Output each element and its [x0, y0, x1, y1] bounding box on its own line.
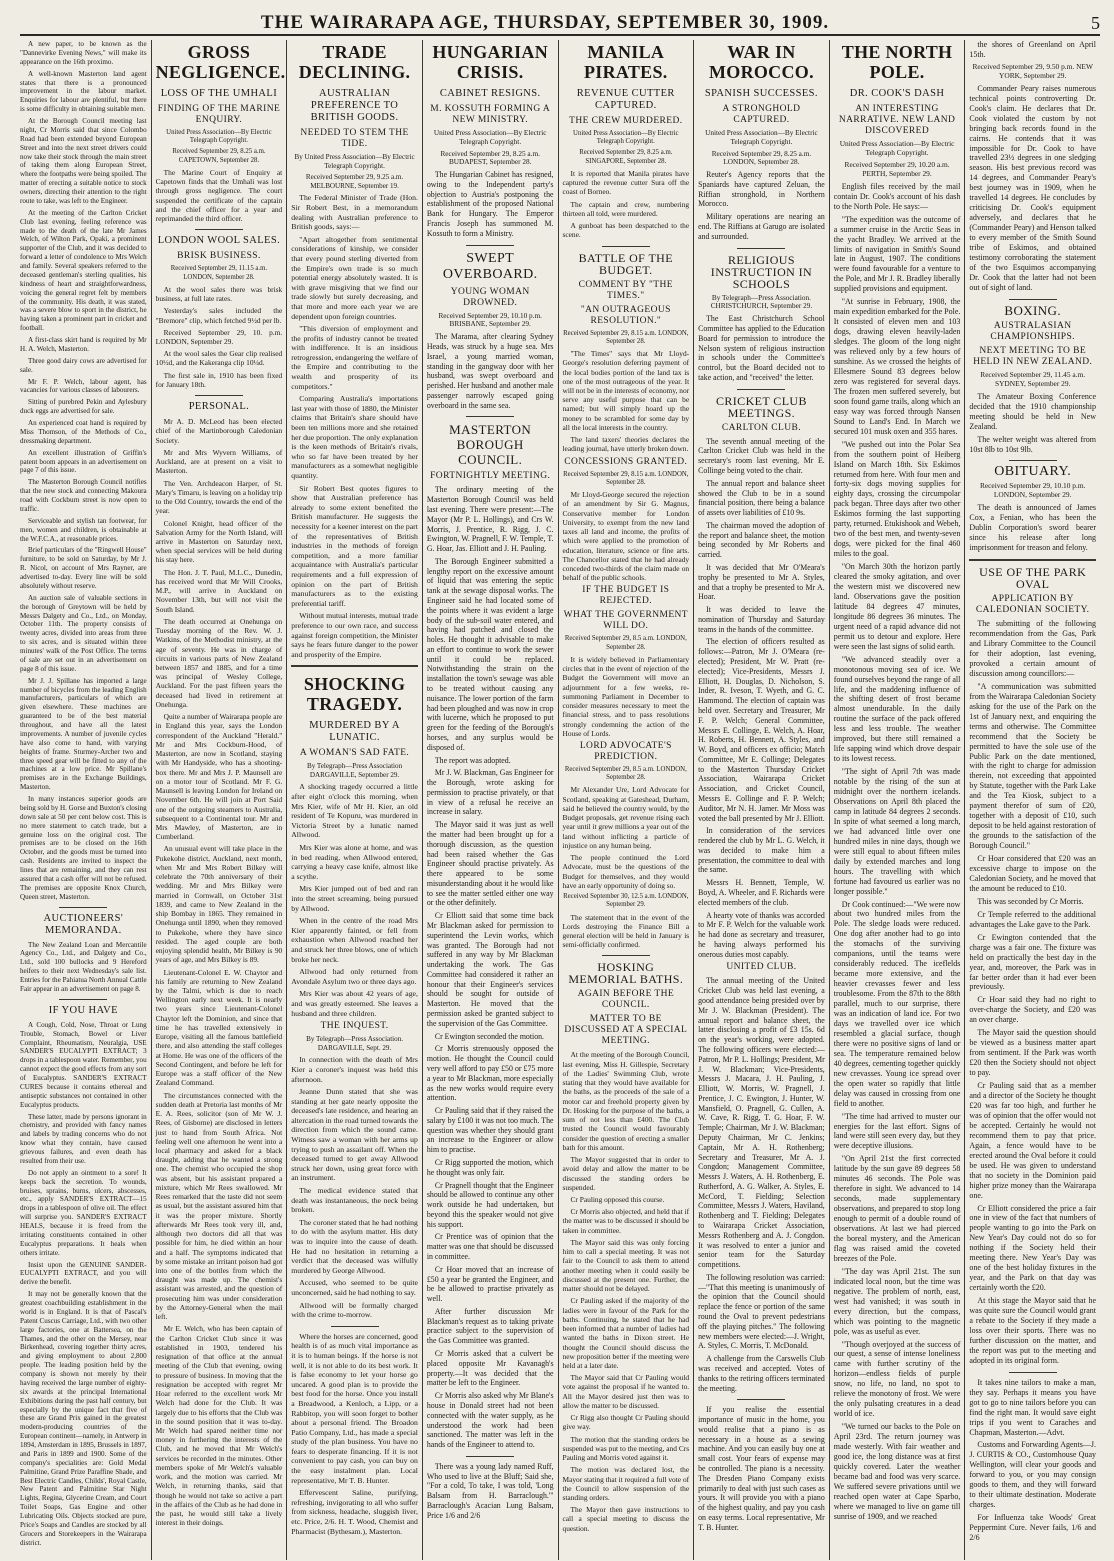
paragraph: "A communication was submitted from the Wairarapa Caledonian Society asking for the use of the Park on the 1st of January next, and enquiring the terms and otherwise. The Committee recommend that the Society be permitted to have the sole use of the Public Park on the date mentioned, with the right to charge for admission therein, not exceeding that appointed by Statute, together with the Park Lake and the Tea Kiosk, subject to a payment therefor of sum of £20, together with a deposit of £10, such deposit to be held against restoration of the grounds to the satisfaction of the Borough Council.": [969, 681, 1096, 851]
paragraph: Three good dairy cows are advertised for sale.: [20, 356, 147, 374]
dateline: Received September 29, 8.15 a.m. LONDON, September 28.: [563, 329, 689, 345]
auctioneers-text: The New Zealand Loan and Mercantile Agency Co., Ltd., and Dalgety and Co., Ltd., sold 100 bullocks and 9 Hereford heifers to their next Wednesday's sale list. Entries for the Pahiatua North Annual Cattle Fair appear in an advertisement on page 8.: [20, 940, 147, 993]
paragraph: The land taxers' theories declares the leading journal, have utterly broken down.: [562, 435, 690, 454]
paragraph: At the wool sales there was brisk business, at full late rates.: [155, 284, 283, 304]
headline: BOXING.: [1004, 302, 1061, 318]
headline: BATTLE OF THE BUDGET.: [578, 250, 673, 277]
article-body: The statement that in the event of the Lords destroying the Finance Bill a general election will be held in January is semi-officially confirmed.: [562, 912, 690, 950]
article-body: [291, 193, 418, 659]
paragraph: "On March 30th the horizon partly cleared the smoky agitation, and over the western mist we discovered new land. Observations gave the position latitude 84 degrees 47 minutes, longitude 86 degrees 36 minutes. The urgent need of a rapid advance did not permit us to detour and explore. Here were seen the last signs of solid earth.: [833, 562, 961, 651]
paragraph: A well-known Masterton land agent states that there is a pronounced improvement in the labour market. Enquiries for labour are plentiful, but there is some difficulty in obtaining suitable men.: [20, 69, 147, 114]
paragraph: The Borough Engineer submitted a lengthy report on the excessive amount of liquid that was entering the septic tank at the sewage disposal works. The Engineer said he had located some of the points where it was evident a large body of the sub-soil water entered, and having had patched and closed the holes. He thought it advisable to make an effort to continue to work the sewer until it could be replaced. Notwithstanding the strain on the installation the town's sewage was able to be treated without causing any nuisance. The lower portion of the farm had been ploughed and was now in crop with lucerne, which he proposed to put green for the feeding of the Borough's horses, and any surplus would be disposed of.: [426, 556, 554, 752]
paragraph: A challenge from the Carswells Club was received and accepted. Votes of thanks to the retiring officers terminated the meeting.: [698, 1354, 825, 1393]
paragraph: The Mayor said the question should be viewed as a business matter apart from sentiment. If the Park was worth £20 then the Society should not object to pay.: [969, 1028, 1096, 1078]
article-park-oval: [969, 566, 1096, 1366]
paragraph: English files received by the mail contain Dr. Cook's account of his dash to the North Pole. He says:—: [833, 181, 961, 211]
paragraph: Military operations are nearing an end. The Riffians at Garugo are isolated and surrounded.: [698, 212, 825, 241]
paragraph: Mr and Mrs Wyvern Williams, of Auckland, are at present on a visit to Masterton.: [155, 447, 283, 476]
dateline: Received September 29, 11.15 a.m. LONDON, September 28.: [170, 265, 268, 281]
dateline: Received September 29, 8.25 a.m. BUDAPEST, September 28.: [440, 149, 540, 167]
column-8: [964, 40, 1100, 1560]
article-body: The death is announced of James Cox, a Fenian, who has been the Dublin Corporation's sword bearer since his release after long imprisonment for treason and felony.: [969, 503, 1096, 553]
paragraph: The Hon. J. T. Paul, M.L.C., Dunedin, has received word that Mr Will Crooks, M.P., will arrive in Auckland on November 13th, but will not visit the South Island.: [155, 567, 283, 614]
advert-text: Customs and Forwarding Agents—J. J. CURTIS & CO., Customhouse Quay Wellington, will clear your goods and forward to you, or you may consign goods to them, and they will forward to their ultimate destination. Moderate charges.: [969, 1440, 1096, 1510]
paragraph: Yesterday's sales included the "Bremore" clip, which fetched 9½d per lb.: [155, 306, 283, 325]
paragraph: Received September 29, 10. p.m. LONDON, September 29.: [155, 327, 283, 346]
article-body: [156, 417, 283, 1527]
dateline: By Telegraph—Press Association. CHRISTCHURCH, September 29.: [710, 293, 813, 311]
paragraph: Mr F. P. Welch, labour agent, has vacancies for various classes of labourers.: [20, 377, 147, 395]
paragraph: A hearty vote of thanks was accorded to Mr F. P. Welch for the valuable work he had done as secretary and treasurer, he having always performed his onerous duties most capably.: [698, 910, 825, 959]
article-body: [427, 485, 554, 1449]
article-cricket-meetings: [698, 395, 825, 1394]
paragraph: A shocking tragedy occurred a little after eight o'clock this morning, when Mrs Kier, wife of Mr H. Kier, an old resident of Te Kopuru, was murdered in Victoria Street by a lunatic named Allwood.: [291, 782, 418, 840]
subheadline: UNITED CLUB.: [726, 962, 797, 973]
headline: GROSS NEGLIGENCE.: [155, 42, 286, 82]
paragraph: "We advanced steadily over a monotonous moving sea of ice. We found ourselves beyond the range of all life, and the maddening influence of the shifting desert of frost became almost unendurable. In the daily routine the surface of the pack offered less and less trouble. The weather improved, but there still remained a life sapping wind which drove despair to its lowest recess.: [833, 654, 961, 764]
paragraph: The medical evidence stated that death was instantaneous, the neck being broken.: [291, 1186, 418, 1215]
article-body: Commander Peary raises numerous technical points controverting Dr. Cook's claim. He declares that Dr. Cook violated the custom by not bringing back records found in the cairns. He contends that it was impossible for Dr. Cook to have travelled 23½ degrees in one sledging season. His best previous record was 14 degrees, and Commander Peary's best journey was in 1909, when he travelled 14 degrees. He concludes by criticising Dr. Cook's equipment adversely, and declares that he (Commander Peary) and Henson talked to every member of the Smith Sound tribe of Eskimos, and obtained testimony corroborating the statement of the two Esquimos accompanying Dr. Cook that the latter had not been out of sight of land.: [969, 83, 1097, 292]
paragraph: "Though overjoyed at the success of our quest, a sense of intense loneliness came with further scrutiny of the horizon—endless fields of purple snow, no life, no land, no spot to relieve the monotony of frost. We were the only pulsating creatures in a dead world of ice.: [833, 1339, 961, 1419]
paragraph: Cr Hoar said they had no right to over-charge the Society, and £20 was an over charge.: [969, 995, 1096, 1025]
dateline: Received September 29, 9.50 p.m. NEW YORK, September 29.: [972, 61, 1093, 80]
subheadline: A WOMAN'S SAD FATE.: [299, 748, 410, 759]
subheadline: APPLICATION BY CALEDONIAN SOCIETY.: [975, 594, 1090, 616]
paragraph: It may not be generally known that the greatest coachbuilding establishment in the world is in England. It is that of Pascal's Patent Cuscus Carriage, Ltd., with two other large factories, one at Battersea, on the Thames, and the other on the Mersey, near Birkenhead, covering together thirty acres, and giving employment to about 2,800 people. The leading position held by the company is shown not merely by their having received the large number of eighty-six awards at the principal International Exhibitions during the past half century, but especially by the unique fact that five of these are Grand Prix gained in the greatest modern-producing countries of the European continent—namely, in Antwerp in 1894, Amsterdam in 1895, Brussels in 1897, and Paris in 1899 and 1900. Some of the company's specialities are: Gold Medal Palmitine, Grand Prize Paraffine Shade, and Best Electric Candles, Childs', Royal Castle, New Patent and Palmitine Star Night Lights, Regina, Glycerine Cream, and Court Toilet Soaps, Gas Engine and other Lubricating Oils. Objects stocked are pure, Price's Soaps and Candles are stocked by all Grocers and Storekeepers in the Wairarapa district.: [20, 1290, 147, 1547]
article-boxing: [969, 302, 1096, 455]
paragraph: The Amateur Boxing Conference decided that the 1910 championship meeting should be held in New Zealand.: [969, 391, 1096, 431]
subheadline: "AN OUTRAGEOUS RESOLUTION.": [580, 304, 671, 326]
subheadline: CONCESSIONS GRANTED.: [564, 456, 688, 467]
paragraph: At the meeting of the Borough Council, last evening, Miss H. Gillespie, Secretary of the Ladies' Swimming Club, wrote stating that they would have available for the baths, as the proceeds of the sale of a motor car and freehold property given by Dr. Hosking for the purpose of the baths, a sum of not less than £400. The Club trusted the Council would favourably consider the question of erecting a smaller bath for this amount.: [562, 1050, 690, 1152]
subheadline: NEEDED TO STEM THE TIDE.: [300, 128, 409, 149]
page-number: 5: [1091, 13, 1100, 33]
headline: SWEPT OVERBOARD.: [442, 250, 538, 282]
paragraph: Cr Rigg also thought Cr Pauling should give way.: [562, 1413, 690, 1432]
advert-text: For Influenza take Woods' Great Peppermint Cure. Never fails, 1/6 and 2/6: [969, 1513, 1096, 1543]
subheadline: AUSTRALASIAN CHAMPIONSHIPS.: [990, 320, 1075, 342]
paragraph: At the Borough Council meeting last night, Cr Morris said that since Colombo Road had been extended beyond European Street and into the next street drivers could now take their stock through the main street of taking them along European Street, where the footpaths were being spoiled. The matter of erecting a suitable notice to stock owners, directing their attention to the right route to take, was left to the Engineer.: [20, 117, 147, 205]
article-body: the shores of Greenland on April 15th.: [969, 40, 1096, 59]
paragraph: Sir Robert Best quotes figures to show that Australian preference has already to some extent benefited the British manufacturer. He suggests the necessity for a keener interest on the part of the representatives of British industries in the methods of foreign competition, and a more familiar acquaintance with Australia's particular requirements and a full expression of opinion on the part of British manufacturers as to the existing preferential tariff.: [291, 483, 418, 608]
article-body: [291, 1055, 418, 1319]
paragraph: Cr Prentice was of opinion that the matter was one that should be discussed in committee.: [426, 1232, 554, 1261]
advert-text: There was a young lady named Ruff, Who used to live at the Bluff; Said she, "For a cold, To take, I was told, 'Long Balsam from H. Barraclough.'" Barraclough's Acacian Lung Balsam, Price 1/6 and 2/6: [426, 1461, 554, 1520]
article-trade-declining: [291, 40, 418, 659]
article-north-pole: [834, 40, 961, 1522]
headline: TRADE DECLINING.: [298, 42, 411, 82]
paragraph: Cr Rigg supported the motion, which he thought was only fair.: [426, 1157, 554, 1177]
advert-text: It takes nine tailors to make a man, they say. Perhaps it means you have got to go to nine tailors before you can find the right man. It would save eight trips if you went to Caraches and Chapman, Masterton.—Advt.: [969, 1377, 1096, 1437]
masthead: [20, 8, 1100, 36]
paragraph: The Mayor said it was just as well the matter had been brought up for a thorough discussion, as the question had been raised whether the Gas Engineer should practise privately. As there appeared to be some misunderstanding about it he would like to see the matter settled either one way or the other definitely.: [426, 820, 554, 908]
paragraph: Messrs H. Bennett, Temple, W. Boyd, A. Wheeler, and F. Richards were elected members of the club.: [698, 878, 825, 907]
dateline: Received September 29, 8.15 a.m. LONDON, September 28.: [563, 470, 689, 486]
paragraph: Without mutual interests, mutual trade preference to our own race, and success against foreign competition, the Minister says he fears future danger to the power and prosperity of the Empire.: [291, 611, 418, 659]
dateline: Received September 29, 11.45 a.m. SYDNEY, September 29.: [980, 369, 1086, 388]
advert-text: If you realise the essential importance of music in the home, you would realise that a piano is as necessary in a house as a sewing machine. And you can easily buy one at small cost. Your fears of expense may be controlled. The piano is a necessity. The Dresden Piano Company exists primarily to deal with just such cases as yours. It will provide you with a piano of the highest quality, and pay you cash on easy terms. Local representative, Mr T. B. Hunter.: [698, 1405, 825, 1532]
article-body: [291, 782, 418, 1018]
paragraph: The following resolution was carried:—"That this meeting is unanimously of the opinion that the Council should replace the fence or portion of the same round the Oval to prevent pedestrians off the playing pitches." The following new members were elected:—J. Wright, A. Styles, C. Morris, T. McDonald.: [698, 1272, 825, 1351]
article-body: [563, 169, 690, 240]
paragraph: Mr E. Welch, who has been captain of the Carlton Cricket Club since it was established in 1903, tendered his resignation of that office at the annual meeting of the Club that evening, owing to pressure of business. In moving that the resignation be accepted with regret Mr Hoar referred to the excellent work Mr Welch had done for the Club. It was largely due to his efforts that the Club was in the sound position that it was to-day. Mr Welch had spared neither time nor money in furthering the interests of the Club, and he moved that Mr Welch's services be recorded in the minutes. Other members spoke of Mr Welch's valuable work, and the motion was carried. Mr Welch, in returning thanks, said that though he would not take so active a part in the affairs of the Club as he had done in the past, he would still take a lively interest in their doings.: [155, 1324, 283, 1528]
paragraph: Cr Morris also objected, and held that if the matter was to be discussed it should be taken in committee.: [562, 1207, 690, 1235]
advert-heading: IF YOU HAVE: [48, 1004, 118, 1016]
paragraph: The seventh annual meeting of the Carlton Cricket Club was held in the secretary's room last evening, Mr E. Collinge being voted to the chair.: [698, 436, 825, 475]
paragraph: A first-class skirt hand is required by Mr H. A. Welch, Masterton.: [20, 336, 147, 353]
paragraph: The first sale in, 1910 has been fixed for January 18th.: [155, 370, 283, 389]
headline: HUNGARIAN CRISIS.: [432, 42, 549, 82]
column-6: [693, 40, 829, 1560]
article-borough-council: [427, 422, 554, 1449]
article-body: The Marama, after clearing Sydney Heads, was struck by a huge sea. Mrs Israel, a young married woman, standing in the gangway door with her husband, was swept overboard and perished. Her husband and another male passenger narrowly escaped going overboard in the same sea.: [426, 332, 554, 410]
paragraph: The welter weight was altered from 10st 8lb to 10st 9lb.: [969, 434, 1096, 454]
paragraph: Cr Hoar considered that £20 was an excessive charge to impose on the Caledonian Society, and he moved that the amount be reduced to £10.: [969, 854, 1096, 893]
paragraph: Mr J. W. Blackman, Gas Engineer for the Borough, wrote asking for permission to practise privately, or that in view of a refusal he receive an increase in salary.: [426, 768, 554, 817]
article-body: [969, 392, 1096, 455]
column-7: [829, 40, 965, 1560]
headline: PERSONAL.: [188, 401, 250, 413]
paragraph: After further discussion Mr Blackman's request as to taking private practice subject to the supervision of the Gas Committee was granted.: [426, 1306, 554, 1346]
article-body: It is widely believed in Parliamentary circles that in the event of rejection of the Budget the Government will move an adjournment for a few weeks, re-summoning Parliament in December to consider measures necessary to meet the financial stress, and to pass resolutions strongly condemning the action of the House of Lords.: [562, 654, 690, 738]
paragraph: When in the centre of the road Mrs Kier apparently fainted, or fell from exhaustion when Allwood reached her and struck her three blows, one of which broke her neck.: [291, 916, 418, 964]
headline: MASTERTON BOROUGH COUNCIL.: [449, 422, 532, 468]
paragraph: Cr Pragnell thought that the Engineer should be allowed to continue any other work outside he had undertaken, but beyond this the speaker would not give his support.: [426, 1180, 554, 1229]
paragraph: "At sunrise in February, 1908, the main expedition embarked for the Pole. It consisted of eleven men and 103 dogs, drawing eleven heavily-laden sledges. The gloom of the long night was relieved only by a few hours of sunshine. As we crossed the heights of Ellesmere Sound 83 degrees below zero was registered for several days. The frozen men suffered severely, but soon found game trails, along which an easy way was forced through Nansen Sound to Land's End. In March we secured 101 musk oxen and 355 hares.: [833, 297, 961, 436]
advert-text: Where the horses are concerned, good health is of as much vital importance as it is to human beings. If the horse is not well, it is not able to do its best work. It is false economy to let your horse go uncared. A good plan is to provide the best food for the horse. Once you install a Breadwood, a Kenloch, a Lipp, or a Rabbitop, you will soon forget to bother about a personal friend. The Broadon Patio Company, Ltd., has made a special study of the plan business. You have no fears to desperate financing. If it is not convenient to pay cash, you can buy on the easy instalment plan. Local representative, Mr T. B. Hunter.: [291, 1331, 418, 1485]
article-gross-negligence: [155, 40, 286, 224]
paragraph: An experienced coat hand is required by Miss Thomson, of the Methods of Co., dressmaking department.: [20, 419, 147, 445]
subheadline: AGAIN BEFORE THE COUNCIL.: [577, 989, 675, 1011]
paragraph: It was decided to leave the nomination of Thursday and Saturday teams in the hands of the committee.: [698, 605, 825, 634]
paragraph: Colonel Knight, head officer of the Salvation Army for the North Island, will arrive in Masterton on Saturday next, when special services will be held during his stay here.: [155, 518, 283, 565]
dateline: Received September 29, 8.25 a.m. LONDON, September 28.: [711, 149, 812, 167]
paragraph: Cr Elliott said that some time back Mr Blackman asked for permission to superintend the Levin works, which was granted. The Borough had not suffered in any way by Mr Blackman undertaking the work. The Gas Committee had considered it rather an honour that their Engineer's services should be sought for outside of Masterton. He moved that the permission asked be granted subject to the supervision of the Gas Committee.: [426, 911, 554, 1028]
paragraph: The submitting of the following recommendation from the Gas, Park and Library Committee to the Council for their adoption, last evening, provoked a certain amount of discussion among councillors:—: [969, 619, 1096, 678]
article-body: The Hungarian Cabinet has resigned, owing to the Independent party's objection to Austria's postponing the establishment of the proposed National Bank for Hungary. The Emperor Francis Joseph has summoned M. Kossuth to form a Ministry.: [426, 170, 554, 238]
paragraph: A gunboat has been despatched to the scene.: [562, 221, 690, 240]
paragraph: Mr A. D. McLeod has been elected chief of the Martinborough Caledonian Society.: [155, 417, 283, 445]
dateline: Received September 29, 8.25 a.m. SINGAPORE, September 28.: [579, 149, 673, 165]
subheadline: AN INTERESTING NARRATIVE. NEW LAND DISCOVERED: [838, 104, 956, 136]
wire-credit: United Press Association—By Electric Telegraph Copyright.: [433, 129, 547, 146]
article-battle-of-budget: [563, 252, 690, 950]
paragraph: In many instances superior goods are being sold by H. Gorse and Buxton's closing down sale at 50 per cent below cost. This is no mere statement to catch trade, but a genuine loss on the original cost. The premises are to be closed on the 16th October, and the goods must be turned into cash. Residents are invited to inspect the lines that are remaining, and they can rest assured that a cash offer will not be refused. The premises are opposite Knox Church, Queen street, Masterton.: [20, 795, 147, 901]
paragraph: Cr Hoar moved that an increase of £50 a year be granted the Engineer, and be be allowed to practise privately as well.: [426, 1264, 554, 1304]
dateline: Received September 29, 10.10 p.m. LONDON, September 29.: [979, 481, 1086, 500]
subheadline: MURDERED BY A LUNATIC.: [309, 720, 400, 744]
paragraph: Mrs Kier was alone at home, and was in bed reading, when Allwood entered, carrying a heavy case knife, almost like a scythe.: [291, 843, 418, 881]
paragraph: A Cough, Cold, Nose, Throat or Lung Trouble, Stomach, Bowel or Liver Complaint, Rheumatism, Neuralgia, USE SANDER'S EUCALYPTI EXTRACT; 3 drops in a tablespoon water. Remember, you cannot expect the good effects from any sort of Eucalyptus. SANDER'S EXTRACT CURES because it contains ethereal and antiseptic substances not contained in other Eucalyptus products.: [20, 1020, 147, 1109]
paragraph: "We turned our backs to the Pole on April 23rd. The return journey was made westerly. With fair weather and good ice, the long distance was at first quickly covered. Later the weather became bad and food was very scarce. We suffered severe privations until we reached open water at Cape Sparbo, where we managed to live on game till sunrise of 1909, and we reached: [833, 1422, 961, 1521]
paragraph: Cr Pauling said that as a member and a director of the Society he thought £20 was far too high, and further he was of opinion that the offer would not be accepted. Certainly he would not recommend them to pay that price. Again, a fence would have to be erected around the Oval before it could be used. He was given to understand that no society in the Dominion paid higher prize money than the Wairarapa one.: [969, 1081, 1096, 1200]
paragraph: Cr Ewington contended that the charge was a fair one. The fixture was held on practically the best day in the year, and, moreover, the Park was in far better order than it had ever been previously.: [969, 932, 1096, 992]
paragraph: Allwood will be formally charged with the crime to-morrow.: [291, 1300, 418, 1320]
headline: RELIGIOUS INSTRUCTION IN SCHOOLS: [710, 252, 813, 291]
masthead-title: THE WAIRARAPA AGE, THURSDAY, SEPTEMBER 30, 1909.: [260, 12, 830, 33]
subheadline: A STRONGHOLD CAPTURED.: [722, 104, 801, 125]
wire-credit: United Press Association—By Electric Telegraph Copyright.: [839, 139, 955, 157]
paragraph: Cr Elliott considered the price a fair one in view of the fact that numbers of people wanting to go into the Park on New Year's Day could not do so for nothing if the Society held their meeting there. New Year's Day was one of the best holiday fixtures in the year, and the Park on that day was certainly worth the £20.: [969, 1203, 1096, 1293]
article-body: [969, 619, 1096, 1366]
paragraph: The Mayor said this was only forcing him to call a special meeting. It was not fair to the Council to ask them to attend another meeting when it could easily be discussed at the present one. Further, the matter should not be delayed.: [562, 1237, 690, 1294]
subheadline: MATTER TO BE DISCUSSED AT A SPECIAL MEETING.: [564, 1014, 688, 1047]
dateline: Received September 29, 10.20 a.m. PERTH, September 29.: [844, 159, 950, 178]
subheadline: FORTNIGHTLY MEETING.: [430, 471, 551, 482]
subheadline: YOUNG WOMAN DROWNED.: [450, 286, 530, 308]
paragraph: Cr Morris asked that a culvert be placed opposite Mr Kavanagh's property.—It was decided that the matter be left to the Engineer.: [426, 1349, 554, 1388]
dateline: By Telegraph—Press Association DARGAVILLE, September 29.: [306, 762, 403, 779]
paragraph: Accused, who seemed to be quite unconcerned, said he had nothing to say.: [291, 1278, 418, 1297]
column-1: [20, 40, 151, 1560]
paragraph: The coroner stated that he had nothing to do with the asylum matter. His duty was to inquire into the cause of death. He had no hesitation in returning a verdict that the deceased was wilfully murdered by George Allwood.: [291, 1217, 418, 1275]
paragraph: The annual report and balance sheet showed the Club to be in a sound financial position, there being a balance of assets over liabilities of £10 9s.: [698, 478, 825, 518]
paragraph: Cr Morris strenuously opposed the motion. He thought the Council could very well afford to pay £50 or £75 more a year to Mr Blackman, more especially as the new works would require every attention.: [426, 1044, 554, 1103]
headline: SHOCKING TRAGEDY.: [303, 674, 406, 715]
paragraph: The circumstances connected with the sudden death at Pretoria last months of Mr E. A. Rees, solicitor (son of Mr W. J. Rees, of Gisborne) are disclosed in letters just to hand from South Africa. Not feeling well one afternoon he went into a local pharmacy and asked for a black draught, adding that he wanted a strong one. The chemist who occupied the shop was absent, but his assistant prepared a mixture, which Mr Rees swallowed. Mr Rees remarked that the taste did not seem as usual, but the assistant assured him that it was the proper mixture. Shortly afterwards Mr Rees took very ill, and, although two doctors did all that was possible for him, he died within an hour and a half. The symptoms indicated that by some mistake an irritant poison had got into one of the bottles from which the draught was made up. The chemist's assistant was arrested, and the question of prosecuting him was under consideration by the Attorney-General when the mail left.: [155, 1090, 283, 1322]
paragraph: The motion that the standing orders be suspended was put to the meeting, and Crs Pauling and Morris voted against it.: [562, 1434, 690, 1463]
paragraph: "Apart altogether from sentimental considerations of kinship, we consider that every pound sterling diverted from the Empire's own trade is so much potential energy absolutely wasted. It is with grave misgiving that we find our trade slowly but surely decreasing, and that more and more each year we are dependent upon foreign countries.: [291, 234, 418, 321]
subheadline: IF THE BUDGET IS REJECTED.: [582, 585, 670, 607]
paragraph: Mrs Kier was about 42 years of age, and was greatly esteemed. She leaves a husband and three children.: [291, 989, 418, 1018]
paragraph: It was decided that Mr O'Meara's trophy be presented to Mr A. Styles, and that a trophy be presented to Mr A. Hoar.: [698, 563, 825, 602]
article-body: [698, 170, 825, 241]
paragraph: The report was adopted.: [434, 755, 511, 765]
paragraph: Cr Ewington seconded the motion.: [434, 1031, 545, 1041]
paragraph: At the wool sales the Gear clip realised 10½d, and the Kakeranga clip 10¼d.: [155, 349, 283, 368]
headline: WAR IN MOROCCO.: [708, 42, 814, 82]
subheadline: LORD ADVOCATE'S PREDICTION.: [579, 741, 672, 763]
local-news-items: [20, 40, 147, 902]
paragraph: The people continued the Lord Advocate, must be the questions of the Budget for themselves, and they would have an early opportunity of doing so.: [562, 853, 690, 890]
paragraph: An excellent illustration of Griffin's patent boom appears in an advertisement on page 7 of this issue.: [20, 448, 147, 475]
dateline: Received September 29, 10.10 p.m. BRISBANE, September 29.: [438, 311, 542, 329]
paragraph: "The day was April 21st. The sun indicated local noon, but the time was negative. The problem of north, east, west had vanished; it was south in every direction, but the compass, which was pointing to the magnetic pole, was as useful as ever.: [833, 1266, 961, 1336]
paragraph: Cr Temple referred to the additional advantages the Lake gave to the Park.: [969, 909, 1096, 929]
article-body: [698, 437, 825, 960]
dateline: Received September 30, 12.5 a.m. LONDON, September 29.: [563, 893, 689, 909]
headline: THE NORTH POLE.: [841, 42, 953, 82]
paragraph: The annual meeting of the United Cricket Club was held last evening, a good attendance being presided over by Mr J. W. Blackman (President). The annual report and balance sheet, the latter disclosing a profit of £3 15s. 6d on the year's working, were adopted. The following officers were elected:—Patron, Mr P. L. Hollings; President, Mr J. W. Blackman; Vice-Presidents, Messrs J. Macara, J. H. Pauling, J. Elliott, W. Morris, W. Pragnell, J. Prentice, J. C. Ewington, J. Hunter, W. Mansfield, O. Pragnell, G. Cullen, A. W. Cave, R. Rigg, T. G. Hoar, F. W. Temple; Chairman, Mr J. W. Blackman; Deputy Chairman, Mr C. Jenkins; Captain, Mr A. H. Rothenberg; Secretary and Treasurer, Mr A. J. Congdon; Management Committee, Messrs J. Waters, A. H. Rothenberg, E. Rutherford, A. G. Walker, A. Styles, E. McCord, T. Fielding; Selection Committee, Messrs J. Waters, Haviland, Rothenberg and T. Fielding; Delegates to Wairarapa Cricket Association, Messrs Rothenberg and A. J. Congdon. It was resolved to enter a junior and senior team for the Saturday competitions.: [698, 976, 825, 1270]
paragraph: "On April 21st the first corrected latitude by the sun gave 89 degrees 58 minutes 46 seconds. The Pole was therefore in sight. We advanced to 14 seconds, made supplementary observations, and prepared to stop long enough to permit of a double round of observations. At last we had pierced the boreal mystery, and the American flag was raised amid the coveted breezes of the Pole.: [833, 1154, 961, 1263]
paragraph: Sitting of purebred Pekin and Aylesbury duck eggs are advertised for sale.: [20, 398, 147, 416]
subheadline: COMMENT BY "THE TIMES.": [578, 279, 673, 301]
paragraph: These latter, made by persons ignorant in chemistry, and provided with fancy names and labels by trading concerns who do not know what they contain, have caused grievous failures, and even death has resulted from their use.: [20, 1112, 147, 1165]
subheadline: LOSS OF THE UMHALI: [160, 88, 278, 99]
paragraph: At this stage the Mayor said that he was quite sure the Council would grant a rebate to the Society if they made a loss over their sports. There was no further discussion on the matter, and the report was put to the meeting and adopted in its original form.: [969, 1296, 1096, 1365]
paragraph: It is reported that Manila pirates have captured the revenue cutter Sura off the coast of Borneo.: [562, 168, 690, 197]
paragraph: At the meeting of the Carlton Cricket Club last evening, feeling reference was made to the death of the late Mr James Welch, of Wilton Park, Opaki, a prominent supporter of the Club, and it was decided to forward a letter of condolence to Mrs Welch and family. Several speakers referred to the deceased gentleman's sterling qualities, his kindness of heart and straightforwardness, voicing the general regret felt by members of the community. His death, it was stated, was a severe blow to sport in the district, he having taken a prominent part in cricket and football.: [20, 208, 147, 333]
paragraph: The chairman moved the adoption of the report and balance sheet, the motion being seconded by Mr Roberts and carried.: [698, 520, 825, 560]
paragraph: An auction sale of valuable sections in the borough of Greytown will be held by Messrs Dalgety and Co., Ltd., on Monday, October 11th. The property consists of twenty acres, divided into areas from three to six acres, and is situated within three minutes' walk of the Post Office. The terms of sale are set out in an advertisement on page 8 of this issue.: [20, 593, 147, 673]
paragraph: Cr Pauling opposed this course.: [570, 1194, 665, 1204]
paragraph: The Ven. Archdeacon Harper, of St. Mary's Timaru, is leaving on a holiday trip to the Old Country, towards the end of the year.: [155, 478, 283, 516]
article-swept-overboard: [427, 251, 554, 411]
paragraph: Mr Alexander Ure, Lord Advocate for Scotland, speaking at Gateshead, Durham, said he believed the country would, by the Budget proposals, get revenue rising each year until it grew millions a year out of the land without inflicting a particle of injustice on any human being.: [562, 785, 690, 850]
subheadline: CARLTON CLUB.: [721, 422, 801, 433]
paragraph: Serviceable and stylish tan footwear, for men, women and children, is obtainable at the W.F.C.A., at reasonable prices.: [20, 516, 147, 543]
wire-credit: United Press Association—By Electric Telegraph Copyright.: [166, 129, 272, 145]
column-3: [286, 40, 422, 1560]
paragraph: The death occurred at Onehunga on Tuesday morning of the Rev. W. J. Watkins, of the Methodist ministry, at the age of seventy. He was in charge of circuits in various parts of New Zealand between 1857 and 1885, and for a time was principal of Wesley College, Auckland. For the past fifteen years the deceased had lived in retirement at Onehunga.: [155, 616, 283, 709]
paragraph: "We pushed out into the Polar Sea from the southern point of Heiberg Island on March 18th. Six Eskimos returned from here. With four men and forty-six dogs moving supplies for eighty days, crossing the circumpolar pack began. Three days after two other Eskimos forming the last supporting party, returned. Etukishook and Webeh, two of the best men, and twenty-seven dogs, were picked for the final 460 miles to the goal.: [833, 439, 961, 559]
subheadline: M. KOSSUTH FORMING A NEW MINISTRY.: [430, 104, 551, 125]
article-hungarian-crisis: [427, 40, 554, 239]
paragraph: In connection with the death of Mrs Kier a coroner's inquest was held this afternoon.: [291, 1055, 418, 1084]
subheadline: SPANISH SUCCESSES.: [704, 88, 818, 99]
headline: MANILA PIRATES.: [584, 42, 668, 82]
columns: [20, 40, 1100, 1560]
article-body: Mr Lloyd-George secured the rejection of an amendment by Sir G. Magnus, Conservative member for London University, to exempt from the new land taxes all land and income, the profits of which were applied to the promotion of education, literature, science or fine arts. The Chancellor stated that he had already conceded two-thirds of the claim made on behalf of the public schools.: [562, 490, 690, 583]
article-body: [563, 1050, 690, 1532]
article-north-pole-continued: [969, 40, 1096, 293]
paragraph: Mr J. J. Spillane has imported a large number of bicycles from the leading English manufacturers, particulars of which are given elsewhere. These machines are guaranteed to be of the best material throughout, and have all the latest improvements. A number of juvenile cycles have also come to hand, with varying heights of frame. Sturmey-Archer two and three speed gear will be fitted to any of the machines at a low price. Mr Spillane's premises are in the Exchange Buildings, Masterton.: [20, 676, 147, 792]
advert-text: [20, 1021, 147, 1548]
headline: USE OF THE PARK OVAL: [979, 565, 1087, 592]
wire-credit: United Press Association—By Electric Telegraph Copyright.: [705, 129, 818, 146]
paragraph: Reuter's Agency reports that the Spaniards have captured Zeluan, the Riffian stronghold, in Northern Morocco.: [698, 170, 825, 209]
article-religious-instruction: [698, 254, 825, 383]
paragraph: Insist upon the GENUINE SANDER-EUCALYPTI EXTRACT, and you will derive the benefit.: [20, 1260, 147, 1287]
article-war-in-morocco: [698, 40, 825, 242]
paragraph: Dr Cook continued:—"We were now about two hundred miles from the Pole. The sledge loads were reduced. One dog after another had to go into the stomachs of the surviving companions, until the teams were considerably reduced. The iceflelds became more extensive, and the heavier crevasses fewer and less troublesome. From the 87th to the 88th parallel, much to our surprise, there was an indication of land ice. For two days we travelled over ice which resembled a glacial surface, though there were no positive signs of land or sea. The temperature remained below 40 degrees, cementing together quickly new crevasses. Young ice spread over the open water so rapidly that little delay was caused in crossing from one field to another.: [833, 899, 961, 1108]
column-5: [558, 40, 694, 1560]
headline: HOSKING MEMORIAL BATHS.: [568, 960, 684, 987]
paragraph: Comparing Australia's importations last year with those of 1880, the Minister claims that Britain's share should have been ten millions more and she retained her due proportion. The only explanation is the keen methods of Britain's rivals, who so far have been treated by her manufacturers as a somewhat negligible quantity.: [291, 394, 418, 480]
advert-text: Effervescent Saline, purifying, refreshing, invigorating to all who suffer from sickness, headache, sluggish liver, etc. Price, 2/6. H. T. Wood, Chemist and Pharmacist (Bythesam.), Masterton.: [291, 1488, 418, 1536]
paragraph: Allwood had only returned from Avondale Asylum two or three days ago.: [291, 967, 418, 986]
paragraph: The motion was declared lost, the Mayor stating that it required a full vote of the Council to allow suspension of the standing orders.: [562, 1465, 690, 1503]
article-body: The East Christchurch School Committee has applied to the Education Board for permission to introduce the Nelson system of religious instruction in schools under the Committee's control, but the Board decided not to take action, and "received" the letter.: [698, 314, 825, 382]
paragraph: This was seconded by Cr Morris.: [977, 896, 1084, 906]
wire-credit: United Press Association—By Electric Telegraph Copyright.: [573, 130, 679, 146]
paragraph: A new paper, to be known as the "Dannevirke Evening News," will make its appearance on the 16th proximo.: [20, 40, 147, 66]
paragraph: The Federal Minister of Trade (Hon. Sir Robert Best, in a memorandum dealing with Australian preference to British goods, says:—: [291, 193, 418, 232]
paragraph: The Mayor then gave instructions to call a special meeting to discuss the question.: [562, 1505, 690, 1533]
subheadline: DR. COOK'S DASH: [849, 88, 945, 99]
wire-credit: By United Press Association—By Electric Telegraph Copyright.: [294, 153, 415, 170]
subheadline: FINDING OF THE MARINE ENQUIRY.: [157, 104, 281, 125]
subheadline: NEXT MEETING TO BE HELD IN NEW ZEALAND.: [973, 345, 1093, 367]
headline: LONDON WOOL SALES.: [157, 235, 281, 247]
paragraph: "The Times" says that Mr Lloyd-George's resolution deferring payment of the local bodies portion of the land tax is one of the most outrageous of the year. It will not be in the interests of economy, nor serve any useful purpose that can be named; but will simply hoard up the money to be scrambled for some day by all the local interests in the country.: [562, 349, 690, 432]
article-body: [563, 349, 690, 454]
article-body: [156, 285, 283, 389]
paragraph: The election of officers resulted as follows:—Patron, Mr J. O'Meara (re-elected); President, Mr W. Pratt (re-elected); Vice-Presidents, Messrs J. Elliott, H. Douglas, D. Nicholson, S. Inder, R. Iveson, T. Wyeth, and G. C. Hammond. The election of captain was held over. Secretary and Treasurer, Mr F. P. Welch; General Committee, Messrs E. Collinge, E. Welch, A. Hoar, H. Roberts, H. Bennett, A. Styles, and W. Boyd, and officers ex officio; Match Committee, Mr E. Collinge; Delegates to the Masterton Thursday Cricket Association, Wairarapa Cricket Association, and Cricket Council, Messrs E. Collinge and F. P. Welch; Auditor, Mr N. H. Jamer. Mr Moss was voted the ball presented by Mr J. Elliott.: [698, 637, 825, 823]
paragraph: Do not apply an ointment to a sore! It keeps back the secretion. To wounds, bruises, sprains, burns, ulcers, abscesses, etc., apply SANDER'S EXTRACT—15 drops in a tablespoon of olive oil. The effect will surprise you. SANDER'S EXTRACT HEALS, because it is freed from the irritating constituents contained in other Eucalyptus preparations. It heals when others irritate.: [20, 1168, 147, 1257]
column-4: [422, 40, 558, 1560]
paragraph: Brief particulars of the "Ringwell House" furniture, to be sold on Saturday, by Mr J. R. Nicol, on account of Mrs Rayner, are advertised to-day. Every line will be sold absolutely without reserve.: [20, 546, 147, 590]
paragraph: Cr Morris also asked why Mr Blane's house in Donald street had not been connected with the water supply, as he understood the work had been sanctioned. The matter was left in the hands of the Engineer to attend to.: [426, 1391, 554, 1450]
dateline: Received September 29, 9.25 a.m. MELBOURNE, September 19.: [305, 173, 404, 190]
paragraph: Jeanne Dunn stated that she was standing at her gate nearly opposite the deceased's late residence, and hearing an altercation in the road turned towards the direction from which the sound came. Witness saw a woman with her arms up trying to push an assailant off. When the deceased turned to get away Allwood struck her down, using great force with an instrument.: [291, 1087, 418, 1183]
article-personal: [156, 401, 283, 1527]
paragraph: "The expedition was the outcome of a summer cruise in the Arctic Seas in the yacht Bradley. We arrived at the limits of navigation in Smith's Sound late in August, 1907. The conditions were found favourable for a venture to the Pole, and Mr J. R. Bradley liberally supplied provisions and equipment.: [833, 214, 961, 294]
paragraph: The Masterton Borough Council notifies that the new stock and connecting Makoura road with Cockburn street is now open to traffic.: [20, 478, 147, 513]
column-2: [151, 40, 287, 1560]
paragraph: Lieutenant-Colonel E. W. Chaytor and his family are returning to New Zealand by the Talmi, which is due to reach Wellington early next week. It is nearly two years since Lieutenant-Colonel Chaytor left the Dominion, and since that time he has travelled extensively in Europe, visiting all the famous battlefield there, and also attending the staff colleges at Home. He was one of the officers of the Second Contingent, and before he left for Europe was a staff officer of the New Zealand Command.: [155, 967, 283, 1088]
article-body: [563, 785, 690, 890]
paragraph: An unusual event will take place in the Pukekohe district, Auckland, next month, when Mr and Mrs Robert Bilkey will celebrate the 70th anniversary of their wedding. Mr and Mrs Bilkey were married in Cornwall, on October 31st 1839, and came to New Zealand in the ship Bombay in 1865. They remained in Onehunga until 1890, when they removed to Pukekohe, where they have since resided. The aged couple are both enjoying splendid health, Mr Bilkey is 90 years of age, and Mrs Bilkey is 89.: [155, 844, 283, 965]
subheadline: THE CREW MURDERED.: [569, 116, 683, 126]
paragraph: The captain and crew, numbering thirteen all told, were murdered.: [562, 199, 690, 218]
paragraph: In consideration of the services rendered the club by Mr L. G. Welch, it was decided to make him a presentation, the committee to deal with the same.: [698, 826, 825, 875]
article-shocking-tragedy: [291, 672, 418, 1319]
subheadline: BRISK BUSINESS.: [177, 251, 261, 262]
article-body: The Marine Court of Enquiry at Capetown finds that the Umhali was lost through gross negligence. The court suspended the certificate of the captain and the chief officer for a year and reprimanded the third officer.: [155, 167, 283, 224]
auctioneers-heading: AUCTIONEERS' MEMORANDA.: [43, 912, 124, 936]
paragraph: "The sight of April 7th was made notable by the rising of the sun at midnight over the northern icelands. Observations on April 8th placed the camp in latitude 84 degrees 2 seconds. In spite of what seemed a long march, we had advanced little over one hundred miles in nine days, though we were still equal to about fifteen miles daily by extended marches and long hours. The travelling with which fortune had favoured us earlier was no longer possible.": [833, 767, 961, 896]
article-manila-pirates: [563, 40, 690, 240]
dateline: Received September 29, 8.5 a.m. LONDON, September 28.: [564, 635, 687, 651]
paragraph: Cr Pauling asked if the majority of the ladies were in favour of the Park for the baths. Continuing, he stated that he had been informed that a number of ladies had wanted the baths in Dixon street. He thought the Council should discuss the new proposition better if the meeting were held at a later date.: [562, 1296, 690, 1370]
dateline: By Telegraph—Press Association. DARGAVILLE, Sept. 29.: [306, 1035, 404, 1052]
subheadline: CABINET RESIGNS.: [439, 88, 541, 99]
paragraph: Cr Pauling said that if they raised the salary by £100 it was not too much. The question was whether they should grant an increase to the Engineer or allow him to practise.: [426, 1106, 554, 1155]
paragraph: Quite a number of Wairarapa people are in England this year, says the London correspondent of the Auckland "Herald." Mr and Mrs Cockburn-Hood, of Masterton, are now in Scotland, staying with Mr Handyside, who has a shooting-box there. Mr and Mrs J. P. Maunsell are on a motor tour of Scotland. Mr F. G. Maunsell is leaving London for Ireland on November 6th. He will join at Port Said one of the outgoing steamers to Australia, subsequent to a Continental tour. Mr and Mrs Mawley, of Masterton, are in Cumberland.: [155, 712, 283, 842]
article-body: [698, 976, 825, 1393]
article-obituary: [969, 466, 1096, 553]
subheadline: REVENUE CUTTER CAPTURED.: [576, 88, 675, 111]
paragraph: "This diversion of employment and the profits of industry cannot be treated with indifference. It is an insidious retrogression, endangering the welfare of the Empire and contributing to the wealth and prosperity of its competitors.": [291, 324, 418, 391]
headline: OBITUARY.: [994, 464, 1072, 480]
subheadline: AUSTRALIAN PREFERENCE TO BRITISH GOODS.: [310, 88, 399, 123]
subheadline: WHAT THE GOVERNMENT WILL DO.: [563, 610, 689, 632]
paragraph: The Mayor suggested that in order to avoid delay and allow the matter to be discussed the standing orders be suspended.: [562, 1155, 690, 1192]
paragraph: "The time had arrived to muster our energies for the last effort. Signs of land were still seen every day, but they were deceptive illusions.: [833, 1111, 961, 1151]
headline: CRICKET CLUB MEETINGS.: [715, 393, 807, 420]
article-wool-sales: [156, 235, 283, 389]
subheadline: THE INQUEST.: [320, 1021, 389, 1032]
paragraph: The Mayor said that Cr Pauling would vote against the proposal if he wanted to. All the Mayor desired just then was to allow the matter to be discussed.: [562, 1373, 690, 1410]
dateline: Received September 29, 8.5 a.m. LONDON, September 28.: [564, 766, 687, 782]
paragraph: Mrs Kier jumped out of bed and ran into the street screaming, being pursued by Allwood.: [291, 884, 418, 913]
dateline: Received September 29, 8.25 a.m. CAPETOWN, September 28.: [172, 148, 266, 164]
paragraph: The ordinary meeting of the Masterton Borough Council was held last evening. There were present:—The Mayor (Mr P. L. Hollings), and Crs W. Morris, J. Prentice, R. Rigg, J. C. Ewington, W. Pragnell, F. W. Temple, T. G. Hoar, Jas. Elliott and J. H. Pauling.: [426, 485, 554, 554]
article-body: [834, 182, 961, 1522]
article-hosking-baths: [563, 961, 690, 1532]
